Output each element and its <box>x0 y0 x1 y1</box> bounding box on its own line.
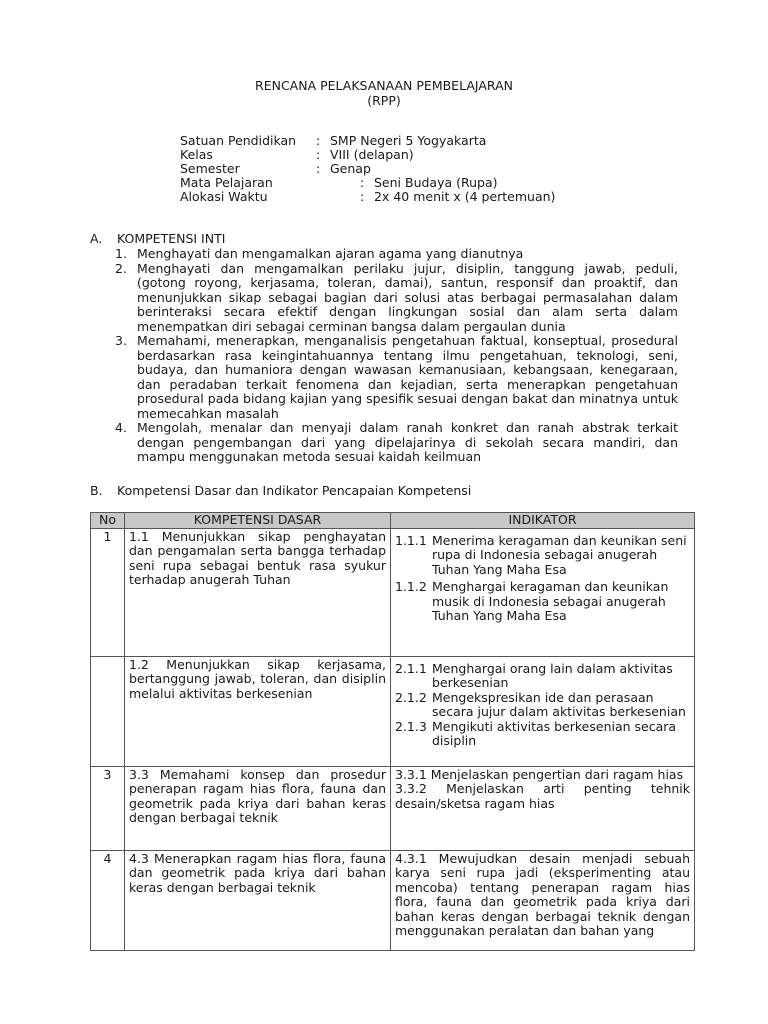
indicator-item: 3.3.1 Menjelaskan pengertian dari ragam hias <box>395 766 684 782</box>
table-row <box>91 528 695 656</box>
indicator-item <box>395 691 690 720</box>
indicator-item <box>395 580 690 624</box>
section-b-title: Kompetensi Dasar dan Indikator Pencapaian Kompetensi <box>117 483 472 498</box>
indikator-cell <box>391 766 695 850</box>
indicator-item <box>395 720 690 749</box>
indicator-text: Menghargai keragaman dan keunikan musik di Indonesia sebagai anugerah Tuhan Yang Maha Esa <box>432 579 669 623</box>
indicator-item: 3.3.2 Menjelaskan arti penting tehnik desain/sketsa ragam hias <box>395 781 690 811</box>
identity-value: 2x 40 menit x (4 pertemuan) <box>374 189 556 204</box>
kompetensi-table <box>90 512 695 951</box>
header-kompetensi-dasar: KOMPETENSI DASAR <box>125 513 391 529</box>
kompetensi-inti-list <box>90 247 690 465</box>
section-a-letter: A. <box>90 231 103 246</box>
identity-label: Semester <box>180 161 240 176</box>
indikator-cell <box>391 528 695 656</box>
identity-colon: : <box>316 133 321 148</box>
section-a-title: KOMPETENSI INTI <box>117 231 226 246</box>
header-no: No <box>91 513 125 529</box>
kompetensi-dasar-cell: 4.3 Menerapkan ragam hias flora, fauna dan geometrik pada kriya dari bahan keras dengan berbagai teknik <box>125 850 391 950</box>
table-row <box>91 850 695 950</box>
table-row <box>91 656 695 766</box>
table-row <box>91 766 695 850</box>
identity-value: Genap <box>330 161 371 176</box>
list-item <box>90 421 678 465</box>
section-kompetensi-inti <box>90 232 690 465</box>
list-item-number: 3. <box>115 333 127 348</box>
row-number: 4 <box>91 850 125 950</box>
list-item <box>90 262 678 335</box>
list-item-text: Mengolah, menalar dan menyaji dalam ranah konkret dan ranah abstrak terkait dengan pengembangan dari yang dipelajarinya di sekolah secara mandiri, dan mampu menggunakan metoda sesuai kaidah keilmuan <box>137 420 678 464</box>
list-item <box>90 334 678 421</box>
indikator-cell <box>391 850 695 950</box>
list-item-number: 2. <box>115 260 127 276</box>
identity-label: Kelas <box>180 147 213 162</box>
section-a-heading <box>90 232 690 247</box>
kompetensi-dasar-cell: 3.3 Memahami konsep dan prosedur penerapan ragam hias flora, fauna dan geometrik pada kriya dari bahan keras dengan berbagai teknik <box>125 766 391 850</box>
identity-colon: : <box>360 189 365 204</box>
identity-colon: : <box>316 147 321 162</box>
identity-value: SMP Negeri 5 Yogyakarta <box>330 133 487 148</box>
section-b-letter: B. <box>90 483 103 498</box>
list-item <box>90 247 678 262</box>
title-line-1: RENCANA PELAKSANAAN PEMBELAJARAN <box>255 78 513 93</box>
identity-label: Satuan Pendidikan <box>180 133 297 148</box>
indicator-text: Mengekspresikan ide dan perasaan secara jujur dalam aktivitas berkesenian <box>432 689 686 719</box>
indicator-text: Menghargai orang lain dalam aktivitas berkesenian <box>432 660 673 690</box>
kompetensi-dasar-cell: 1.2 Menunjukkan sikap kerjasama, bertanggung jawab, toleran, dan disiplin melalui aktivitas berkesenian <box>125 656 391 766</box>
indicator-code: 2.1.1 <box>395 660 427 676</box>
table-header-row <box>91 513 695 529</box>
identity-value: Seni Budaya (Rupa) <box>374 175 498 190</box>
list-item-text: Menghayati dan mengamalkan ajaran agama yang dianutnya <box>137 246 524 261</box>
list-item-text: Menghayati dan mengamalkan perilaku jujur, disiplin, tanggung jawab, peduli, (gotong royong, kerjasama, toleran, damai), santun, responsif dan proaktif, dan menunjukkan sikap sebagai bagian dari solusi atas berbagai permasalahan dalam berinteraksi secara efektif dengan lingkungan sosial dan alam serta dalam menempatkan diri sebagai cerminan bangsa dalam pergaulan dunia <box>137 260 678 334</box>
header-indikator: INDIKATOR <box>391 513 695 529</box>
kompetensi-dasar-cell: 1.1 Menunjukkan sikap penghayatan dan pengamalan serta bangga terhadap seni rupa sebagai bentuk rasa syukur terhadap anugerah Tuhan <box>125 528 391 656</box>
section-b-heading <box>90 484 471 499</box>
document-title <box>0 79 768 108</box>
identity-colon: : <box>316 161 321 176</box>
indicator-code: 2.1.2 <box>395 689 427 705</box>
indicator-code: 1.1.1 <box>395 532 427 548</box>
list-item-number: 4. <box>115 420 127 435</box>
identity-label: Mata Pelajaran <box>180 175 273 190</box>
row-number: 1 <box>91 528 125 656</box>
indicator-code: 1.1.2 <box>395 579 427 594</box>
indicator-item <box>395 534 690 578</box>
row-number: 3 <box>91 766 125 850</box>
list-item-text: Memahami, menerapkan, menganalisis pengetahuan faktual, konseptual, prosedural berdasarkan rasa keingintahuannya tentang ilmu pengetahuan, teknologi, seni, budaya, dan humaniora dengan wawasan kemanusiaan, kebangsaan, kenegaraan, dan peradaban terkait fenomena dan kejadian, serta menerapkan pengetahuan prosedural pada bidang kajian yang spesifik sesuai dengan bakat dan minatnya untuk memecahkan masalah <box>137 333 678 421</box>
indicator-code: 2.1.3 <box>395 718 427 734</box>
indikator-cell <box>391 656 695 766</box>
identity-value: VIII (delapan) <box>330 147 414 162</box>
identity-label: Alokasi Waktu <box>180 189 268 204</box>
indicator-item <box>395 662 690 691</box>
title-line-2: (RPP) <box>367 92 401 108</box>
indicator-item: 4.3.1 Mewujudkan desain menjadi sebuah karya seni rupa jadi (eksperimenting atau mencoba) tentang penerapan ragam hias flora, fauna dan geometrik pada kriya dari bahan keras dengan berbagai teknik dengan menggunakan peralatan dan bahan yang <box>395 850 690 938</box>
row-number <box>91 656 125 766</box>
identity-colon: : <box>360 175 365 190</box>
indicator-text: Mengikuti aktivitas berkesenian secara disiplin <box>432 718 677 748</box>
indicator-text: Menerima keragaman dan keunikan seni rupa di Indonesia sebagai anugerah Tuhan Yang Maha Esa <box>432 532 687 577</box>
list-item-number: 1. <box>115 246 127 261</box>
